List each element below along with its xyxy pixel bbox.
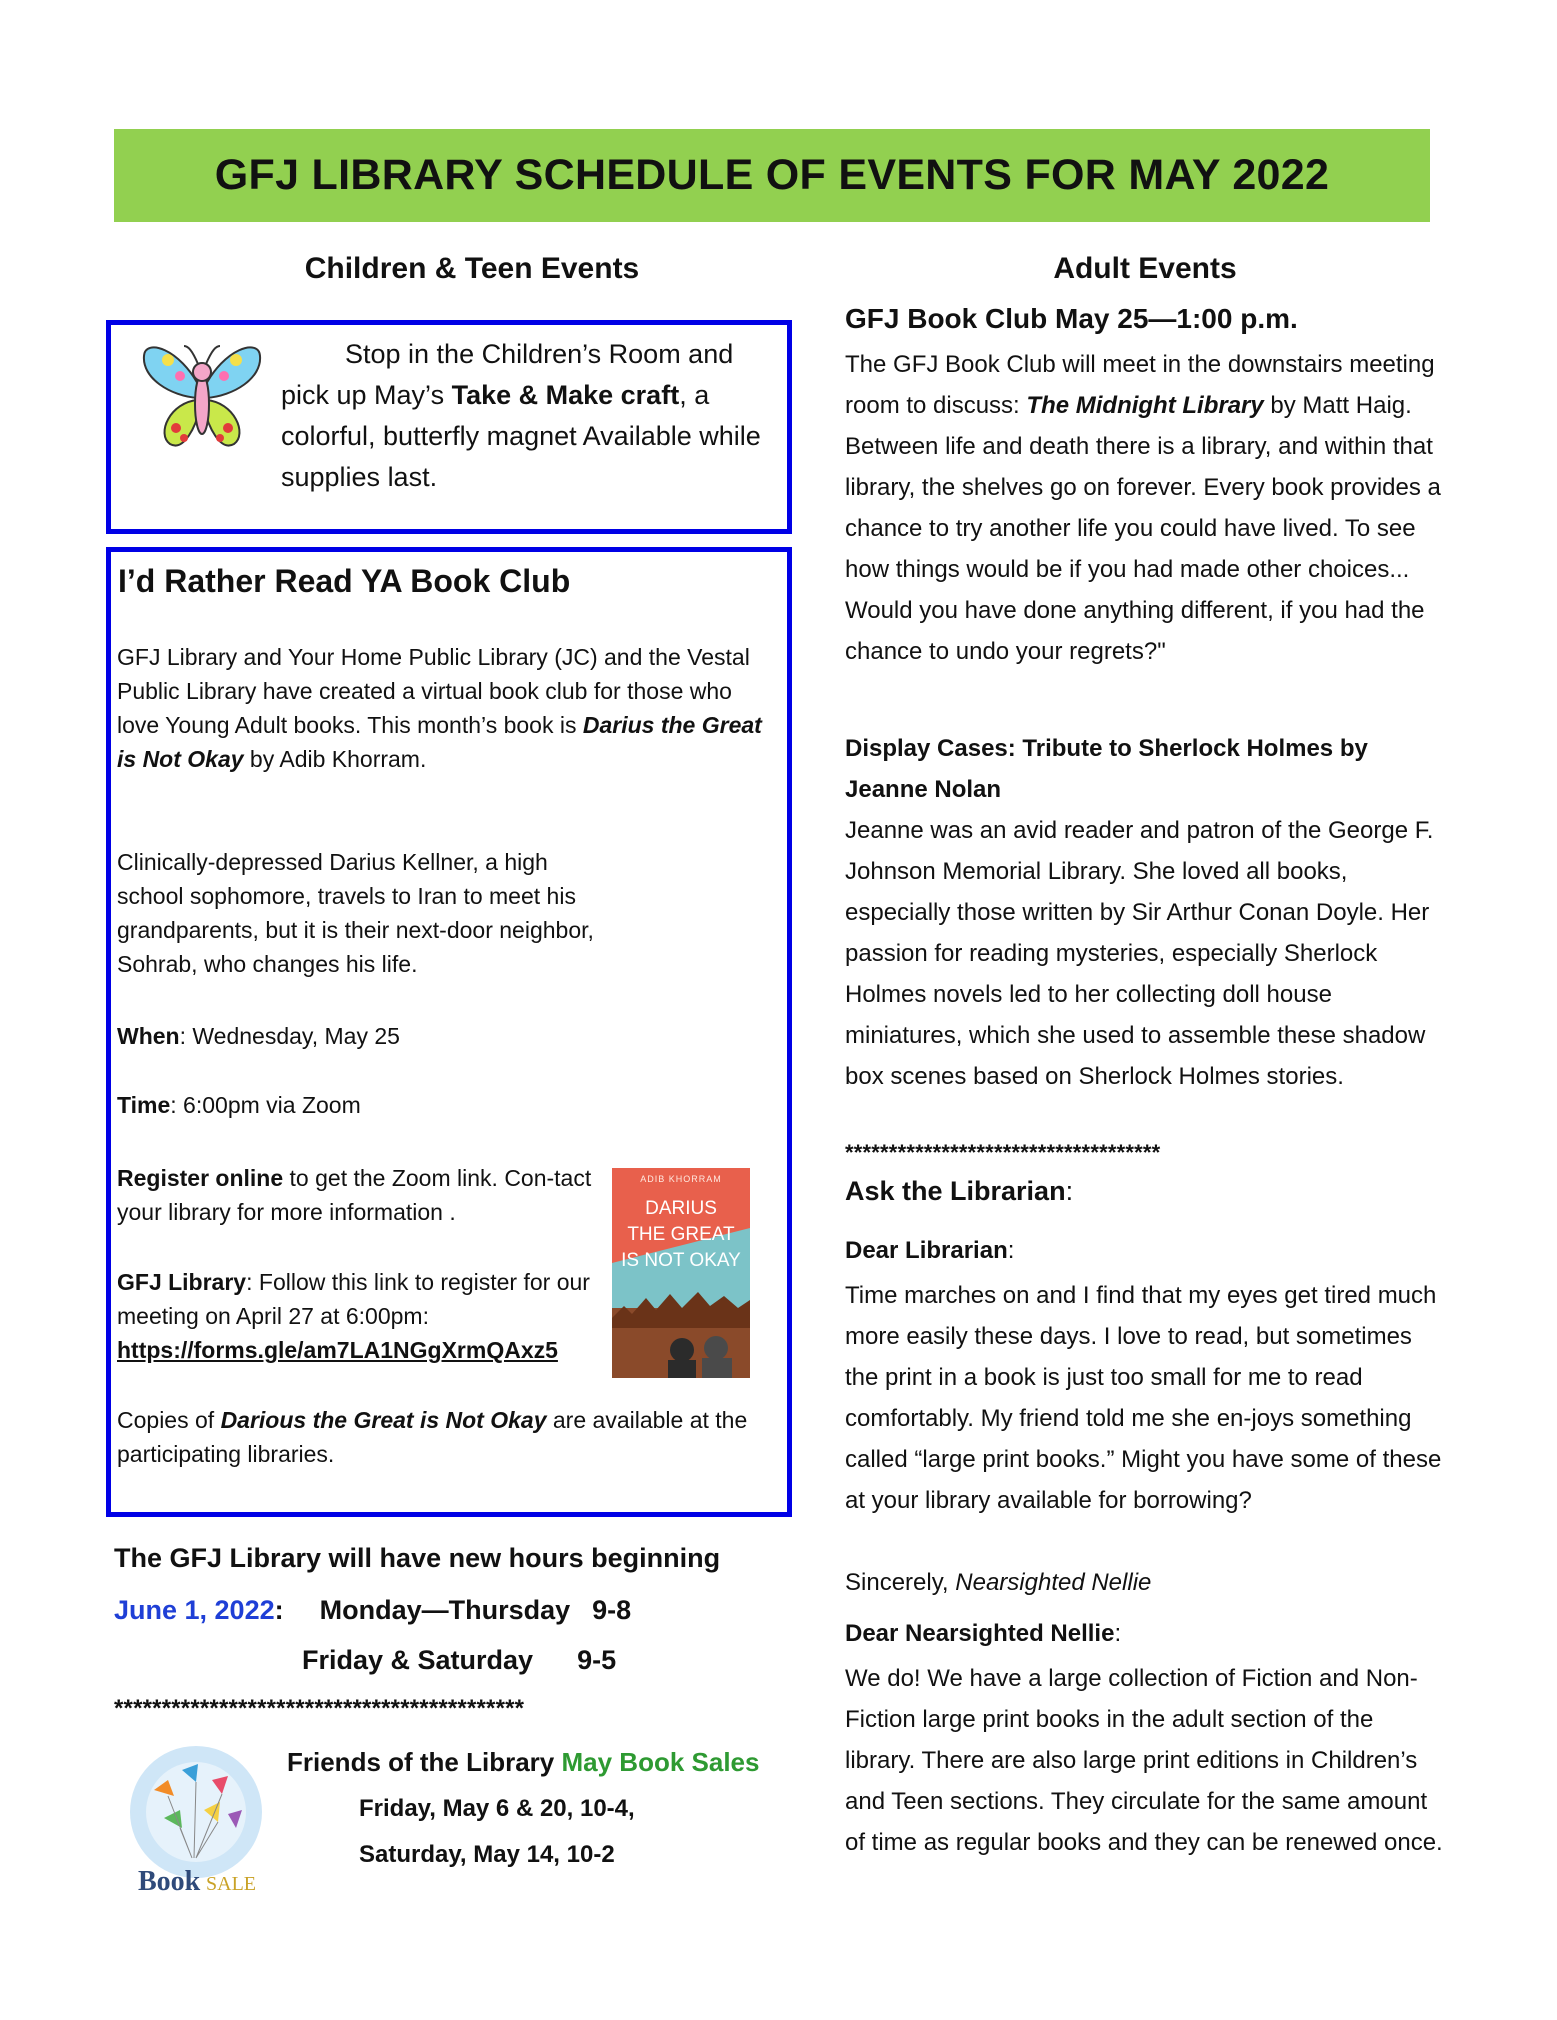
craft-description: [281, 334, 781, 498]
hours-days: Monday—Thursday: [319, 1595, 571, 1625]
book-club-heading: GFJ Book Club May 25—1:00 p.m.: [845, 303, 1298, 334]
sale-highlight: May Book Sales: [561, 1747, 760, 1777]
sale-date-2: Saturday, May 14, 10-2: [359, 1841, 615, 1868]
display-cases-description: Jeanne was an avid reader and patron of the George F. Johnson Memorial Library. She loved all books, especially those written by Sir Arthur Conan Doyle. Her passion for reading mysteries, especially Sherlock Holmes novels led to her collecting doll house miniatures, which she used to assemble these shadow box scenes based on Sherlock Holmes stories.: [845, 817, 1434, 1090]
hours-times: 9-8: [592, 1595, 632, 1625]
divider-stars: ************************************: [845, 1140, 1161, 1165]
salutation-text: Dear Librarian: [845, 1237, 1008, 1264]
signoff-text: Sincerely,: [845, 1569, 956, 1596]
copies-book-title: Darious the Great is Not Okay: [220, 1407, 547, 1433]
new-hours-heading: The GFJ Library will have new hours beginning: [114, 1543, 721, 1573]
ask-heading-colon: :: [1065, 1176, 1074, 1206]
reply-salutation-text: Dear Nearsighted Nellie: [845, 1620, 1115, 1647]
copies-text: are available at the participating libraries.: [117, 1407, 748, 1467]
reply-salutation-colon: :: [1114, 1620, 1122, 1647]
register-label: Register online: [117, 1165, 284, 1191]
craft-text-part: Stop in the Children’s Room and pick up May’s: [281, 339, 734, 410]
title-banner: [114, 129, 1430, 222]
hours-days: Friday & Saturday: [302, 1645, 534, 1675]
reader-letter: Time marches on and I find that my eyes get tired much more easily these days. I love to read, but sometimes the print in a book is just too small for me to read comfortably. My friend told me she en-joys something called “large print books.” Might you have some of these at your library available for borrowing?: [845, 1282, 1442, 1514]
new-hours-line-2: [302, 1645, 616, 1676]
friends-text: Friends of the Library: [287, 1747, 562, 1777]
when-value: : Wednesday, May 25: [179, 1023, 400, 1049]
book-club-title: The Midnight Library: [1026, 392, 1264, 419]
register-value: to get the Zoom link. Con-tact your library for more information .: [117, 1165, 592, 1225]
ya-when: [117, 1019, 400, 1053]
letter-signoff: [845, 1562, 1445, 1603]
book-club-text: The GFJ Book Club will meet in the downstairs meeting room to discuss:: [845, 351, 1435, 419]
gfj-value: : Follow this link to register for our meeting on April 27 at 6:00pm:: [117, 1269, 590, 1329]
display-cases-heading: Display Cases: Tribute to Sherlock Holmes by Jeanne Nolan: [845, 735, 1368, 803]
logo-text-book: Book: [138, 1866, 201, 1897]
book-cover-image: [612, 1168, 750, 1378]
ya-gfj-registration: [117, 1265, 617, 1367]
cover-title-line: THE GREAT: [627, 1224, 735, 1245]
ya-copies-note: [117, 1403, 777, 1471]
signoff-name: Nearsighted Nellie: [955, 1569, 1152, 1596]
ya-register: [117, 1161, 617, 1229]
sale-date-1: Friday, May 6 & 20, 10-4,: [359, 1795, 635, 1822]
hours-start-date: June 1, 2022: [114, 1595, 275, 1625]
cover-title-line: DARIUS: [645, 1198, 717, 1219]
ya-text: by Adib Khorram.: [243, 746, 427, 772]
librarian-reply: We do! We have a large collection of Fiction and Non-Fiction large print books in the adult section of the library. There are also large print editions in Children’s and Teen sections. They circulate for the same amount of time as regular books and they can be renewed once.: [845, 1665, 1443, 1856]
when-label: When: [117, 1023, 180, 1049]
adult-events-heading: Adult Events: [1053, 252, 1237, 285]
registration-link[interactable]: https://forms.gle/am7LA1NGgXrmQAxz5: [117, 1337, 558, 1363]
ya-time: [117, 1088, 361, 1122]
reply-salutation: [845, 1620, 1121, 1648]
ya-book-club-title: I’d Rather Read YA Book Club: [118, 563, 571, 599]
salutation-colon: :: [1007, 1237, 1015, 1264]
children-events-heading: Children & Teen Events: [304, 252, 640, 285]
logo-text-sale: SALE: [206, 1873, 256, 1895]
ya-text: GFJ Library and Your Home Public Library (JC) and the Vestal Public Library have created a virtual book club for those who love Young Adult books. This month’s book is: [117, 644, 750, 738]
ask-heading-text: Ask the Librarian: [845, 1176, 1066, 1206]
book-club-text: by Matt Haig. Between life and death there is a library, and within that library, the shelves go on forever. Every book provides a chance to try another life you could have lived. To see how things would be if you had made other choices... Would you have done anything different, if you had the chance to undo your regrets?": [845, 392, 1441, 665]
time-label: Time: [117, 1092, 171, 1118]
new-hours-line-1: [114, 1595, 631, 1626]
page-title: GFJ LIBRARY SCHEDULE OF EVENTS FOR MAY 2022: [214, 151, 1330, 199]
dear-librarian-salutation: [845, 1237, 1014, 1265]
craft-highlight: Take & Make craft: [451, 380, 680, 410]
book-club-description: [845, 344, 1445, 672]
gfj-label: GFJ Library: [117, 1269, 247, 1295]
ya-book-title: Darius the Great is Not Okay: [117, 712, 762, 772]
friends-sale-heading: [287, 1747, 759, 1778]
ya-synopsis: Clinically-depressed Darius Kellner, a high school sophomore, travels to Iran to meet his grandparents, but it is their next-door neighbor, Sohrab, who changes his life.: [117, 849, 594, 977]
copies-text: Copies of: [117, 1407, 221, 1433]
ya-intro-paragraph: [117, 640, 777, 776]
cover-author: ADIB KHORRAM: [640, 1174, 722, 1184]
butterfly-icon: [140, 338, 264, 454]
hours-times: 9-5: [577, 1645, 617, 1675]
time-value: : 6:00pm via Zoom: [170, 1092, 361, 1118]
divider-stars: *******************************************: [114, 1695, 525, 1722]
ask-librarian-heading: [845, 1176, 1073, 1207]
cover-title-line: IS NOT OKAY: [621, 1250, 741, 1271]
craft-text-part: , a colorful, butterfly magnet Available while supplies last.: [281, 380, 761, 492]
hours-colon: :: [274, 1595, 284, 1625]
book-sale-logo: [124, 1740, 268, 1900]
